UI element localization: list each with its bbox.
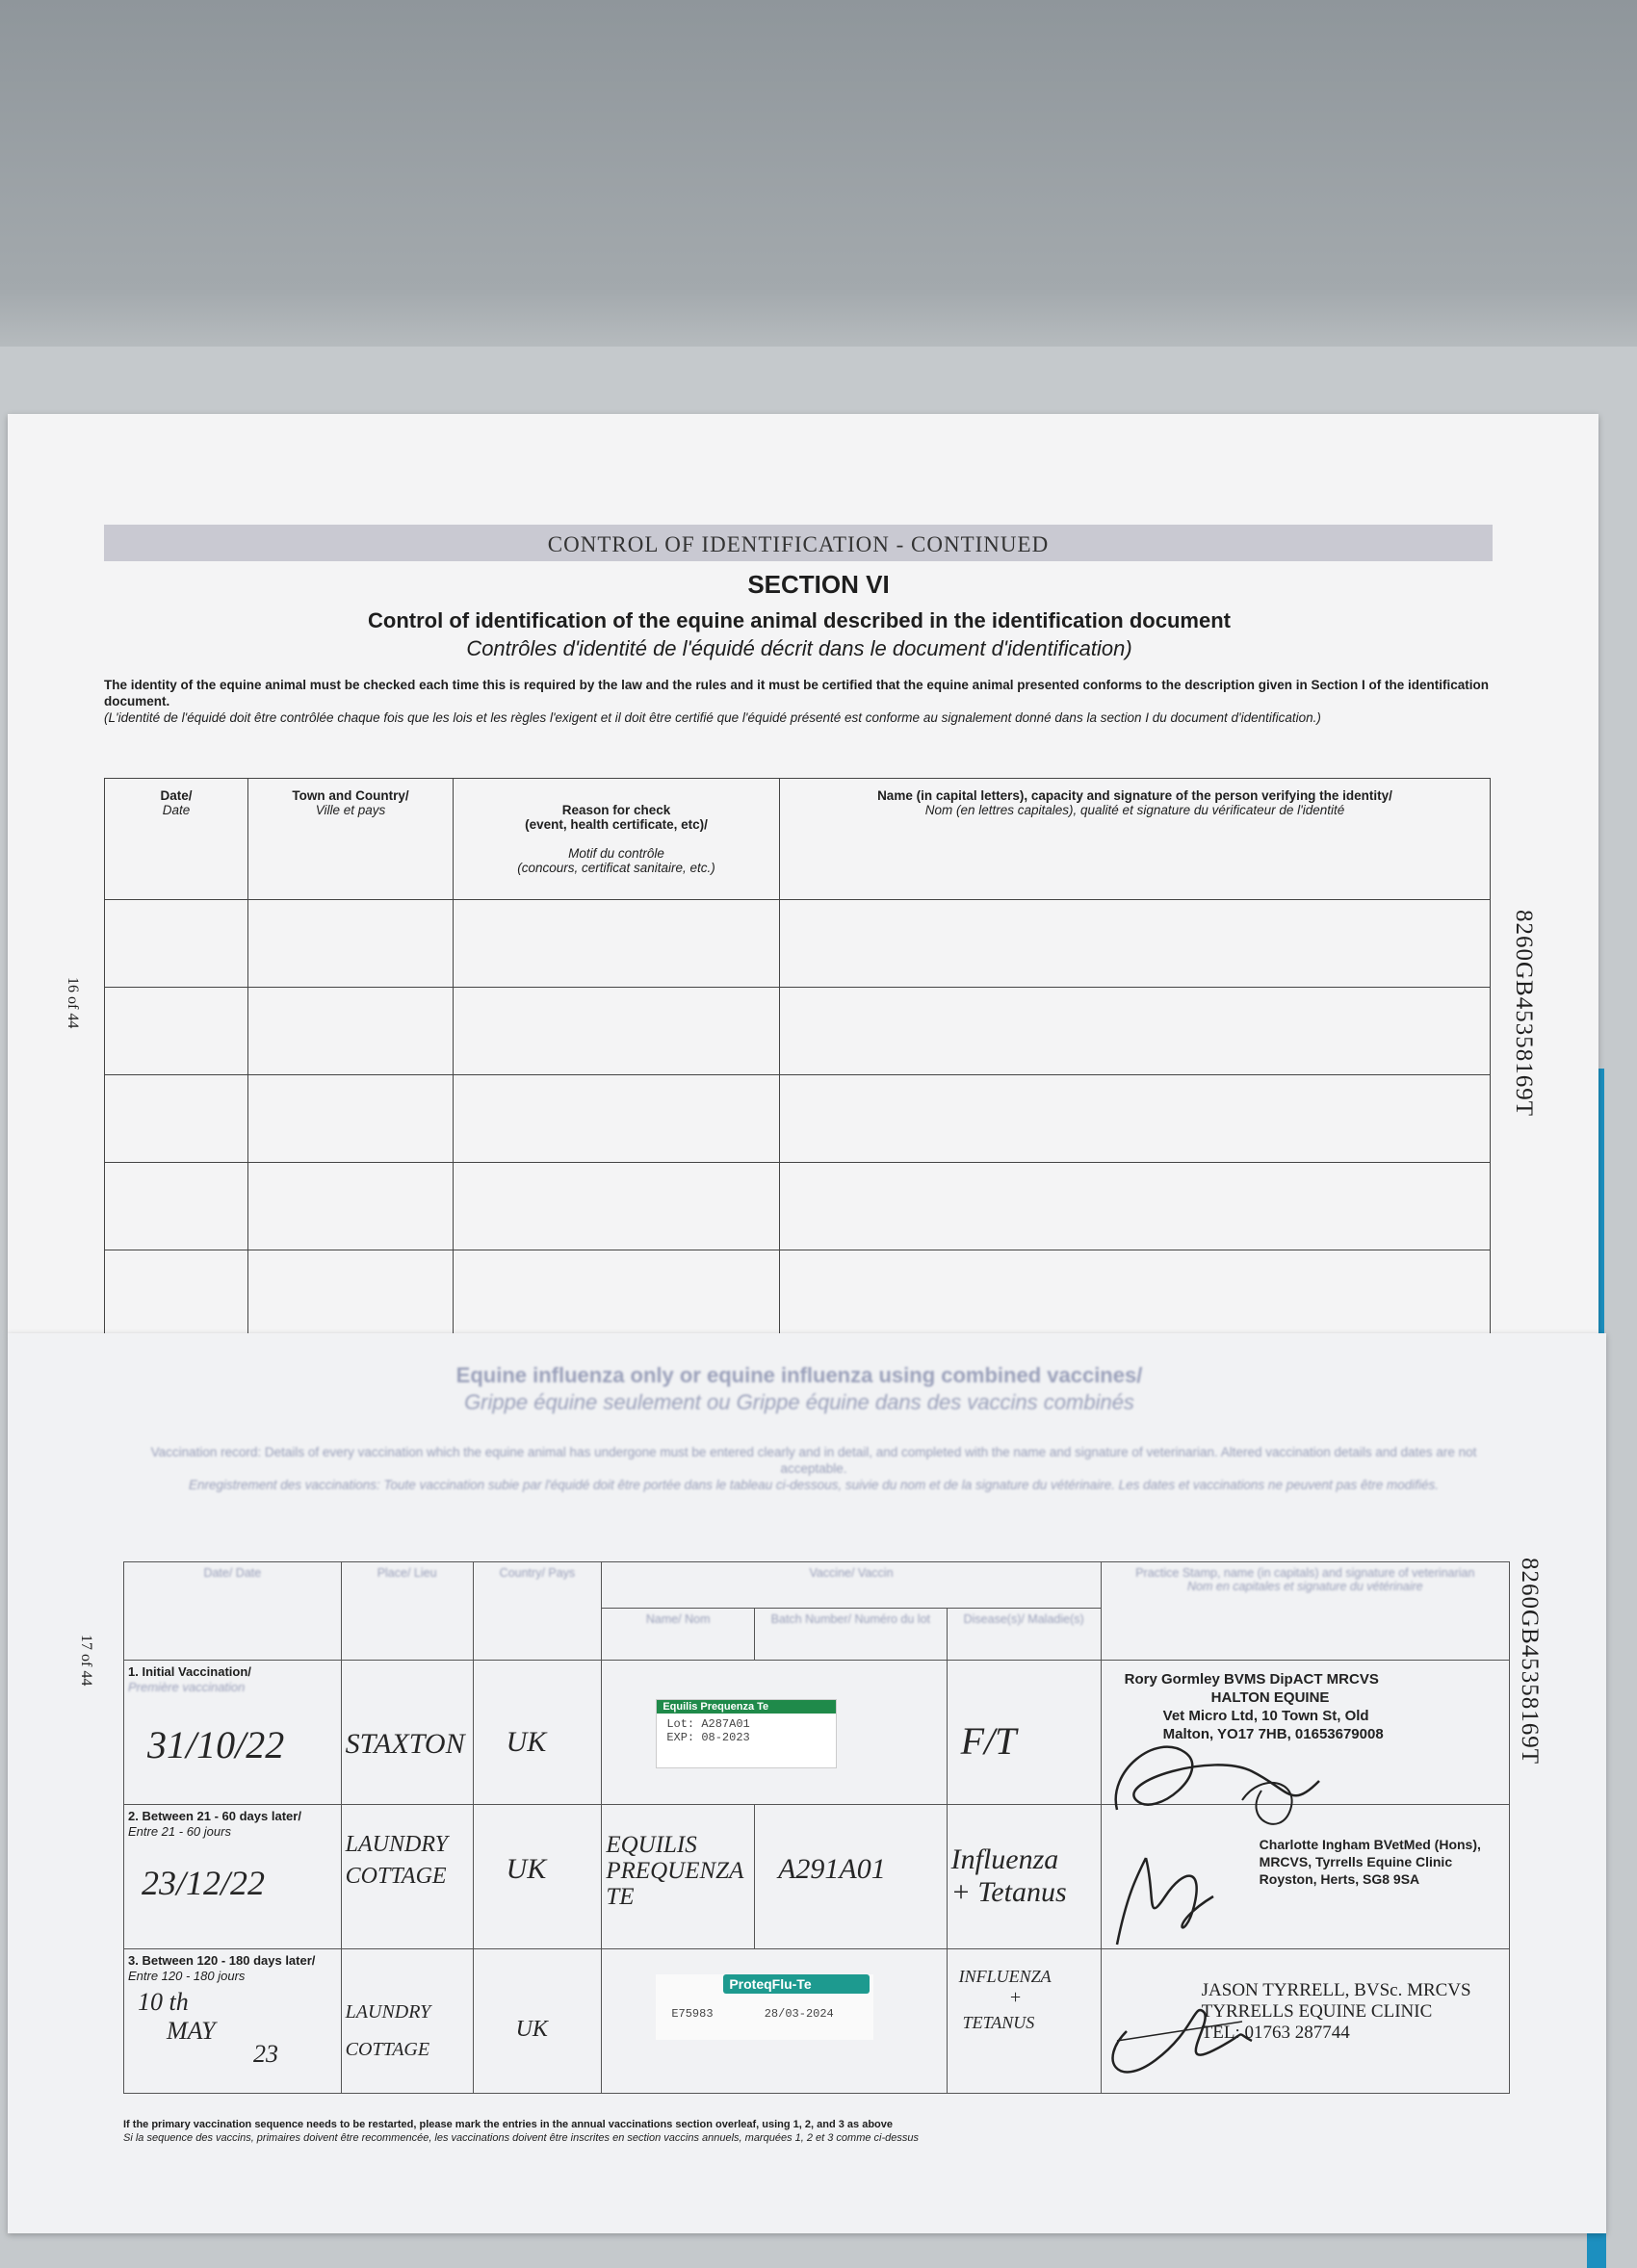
signature-1: [1098, 1714, 1348, 1829]
disease-line1: Influenza: [950, 1843, 1059, 1875]
table-cell: [248, 988, 454, 1075]
page-number: 17 of 44: [78, 1635, 94, 1687]
country-cell: [473, 1805, 602, 1949]
vet-stamp-line: Vet Micro Ltd, 10 Town St, Old: [1162, 1708, 1369, 1724]
disease-line2: + Tetanus: [950, 1876, 1067, 1908]
row-label-fr: Entre 21 - 60 jours: [128, 1824, 231, 1839]
place-cell: [341, 1949, 473, 2094]
table-row: [105, 1250, 1491, 1338]
footnote-fr: Si la sequence des vaccins, primaires doivent être recommencée, les vaccinations doivent être inscrites en section vaccins annuels, marquées 1, 2 et 3 comme ci-dessus: [123, 2132, 920, 2144]
signature-3: [1088, 1973, 1261, 2079]
vaccine-batch-exp: [656, 1994, 873, 2021]
row-label: [128, 1953, 337, 1984]
vet-stamp: [1260, 1836, 1505, 1888]
vaccination-title-en: Equine influenza only or equine influenza using combined vaccines/: [455, 1363, 1143, 1387]
vaccine-cell: [602, 1949, 947, 2094]
vet-stamp-line: HALTON EQUINE: [1210, 1689, 1330, 1706]
vaccine-sticker: [656, 1699, 837, 1768]
column-header-disease: Disease(s)/ Maladie(s): [947, 1609, 1101, 1661]
table-row: [105, 900, 1491, 988]
date-cell: [124, 1805, 342, 1949]
vet-stamp-line: MRCVS, Tyrrells Equine Clinic: [1259, 1854, 1453, 1869]
column-header-vet: [1101, 1562, 1509, 1661]
vet-stamp-line: JASON TYRRELL, BVSc. MRCVS: [1201, 1980, 1471, 2000]
table-cell: [105, 1075, 248, 1163]
column-header-verifier-en: Name (in capital letters), capacity and signature of the person verifying the identity/: [877, 788, 1392, 803]
section-banner: CONTROL OF IDENTIFICATION - CONTINUED: [104, 525, 1493, 561]
table-cell: [105, 988, 248, 1075]
column-header-verifier-fr: Nom (en lettres capitales), qualité et signature du vérificateur de l'identité: [924, 803, 1345, 817]
vaccination-place: STAXTON: [345, 1728, 465, 1760]
table-cell: [454, 1250, 780, 1338]
table-row: [105, 988, 1491, 1075]
batch-cell: [755, 1805, 948, 1949]
vaccination-country: UK: [515, 2017, 548, 2042]
vaccination-date: 31/10/22: [147, 1723, 285, 1766]
vaccine-exp: EXP: 08-2023: [666, 1731, 750, 1744]
vet-stamp-line: Royston, Herts, SG8 9SA: [1259, 1871, 1420, 1887]
column-header-verifier: [780, 779, 1491, 900]
table-cell: [248, 1250, 454, 1338]
intro-fr: (L'identité de l'équidé doit être contrôlée chaque fois que les lois et les règles l'exigent et il doit être certifié que l'équidé présenté est conforme au signalement donné dans la section I du document d'identification.): [104, 710, 1321, 725]
disease-text: F/T: [960, 1719, 1017, 1763]
disease-cell: [947, 1805, 1101, 1949]
row-label-en: 1. Initial Vaccination/: [128, 1664, 251, 1679]
column-header-town-en: Town and Country/: [292, 788, 409, 803]
table-cell: [248, 900, 454, 988]
country-cell: [473, 1661, 602, 1805]
column-header-vet-fr: Nom en capitales et signature du vétérinaire: [1187, 1580, 1423, 1593]
table-cell: [105, 900, 248, 988]
vet-stamp-line: Charlotte Ingham BVetMed (Hons),: [1259, 1837, 1481, 1852]
column-header-date: Date/ Date: [124, 1562, 342, 1661]
row-label-fr: Première vaccination: [128, 1680, 246, 1694]
vaccination-date-line1: 10 th: [138, 1988, 189, 2016]
table-cell: [780, 900, 1491, 988]
vaccination-place-line1: LAUNDRY: [345, 1832, 448, 1857]
disease-cell: [947, 1661, 1101, 1805]
vet-stamp-line: TYRRELLS EQUINE CLINIC: [1201, 2001, 1433, 2022]
vaccination-date-line3: 23: [253, 2040, 278, 2068]
vaccine-exp: 28/03-2024: [764, 2007, 834, 2021]
vet-stamp-line: TEL: 01763 287744: [1201, 2023, 1350, 2043]
vaccine-brand: ProteqFlu-Te: [723, 1974, 870, 1994]
row-label-en: 2. Between 21 - 60 days later/: [128, 1809, 301, 1823]
vaccination-country: UK: [506, 1726, 547, 1758]
page-title-fr: Contrôles d'identité de l'équidé décrit dans le document d'identification): [466, 636, 1132, 660]
column-header-place: Place/ Lieu: [341, 1562, 473, 1661]
table-cell: [780, 1250, 1491, 1338]
table-cell: [105, 1250, 248, 1338]
table-cell: [454, 1075, 780, 1163]
section-title: SECTION VI: [747, 570, 890, 599]
vaccination-intro-en: Vaccination record: Details of every vaccination which the equine animal has undergone must be entered clearly and in detail, and completed with the name and signature of veterinarian. Altered vaccination details and dates are not acceptable.: [150, 1445, 1477, 1476]
place-cell: [341, 1661, 473, 1805]
column-header-reason-fr: Motif du contrôle (concours, certificat sanitaire, etc.): [517, 846, 715, 875]
intro-en: The identity of the equine animal must be checked each time this is required by the law and the rules and it must be certified that the equine animal presented conforms to the description given in Section I of the identification document.: [104, 678, 1490, 709]
row-label-en: 3. Between 120 - 180 days later/: [128, 1953, 316, 1968]
vaccine-name: EQUILIS PREQUENZA TE: [606, 1832, 743, 1910]
vaccine-sticker: [656, 1974, 873, 2040]
vaccination-place-line1: LAUNDRY: [345, 2001, 431, 2023]
vaccine-brand: Equilis Prequenza Te: [657, 1700, 836, 1714]
table-cell: [248, 1075, 454, 1163]
identification-check-table: [104, 778, 1491, 1338]
passport-id: 8260GB45358169T: [1517, 1558, 1543, 1765]
vaccine-cell: [602, 1661, 947, 1805]
vaccination-intro-fr: Enregistrement des vaccinations: Toute vaccination subie par l'équidé doit être portée dans le tableau ci-dessous, suivie du nom et de la signature du vétérinaire. Les dates et vaccinations ne peuvent pas être modifiés.: [188, 1478, 1440, 1492]
column-header-town: [248, 779, 454, 900]
table-cell: [248, 1163, 454, 1250]
column-header-country: Country/ Pays: [473, 1562, 602, 1661]
page-number: 16 of 44: [65, 977, 81, 1029]
passport-cover-corner: [1587, 2233, 1606, 2268]
table-cell: [780, 1163, 1491, 1250]
table-cell: [454, 988, 780, 1075]
batch-number: A291A01: [778, 1853, 886, 1885]
column-header-batch: Batch Number/ Numéro du lot: [755, 1609, 948, 1661]
column-header-town-fr: Ville et pays: [315, 803, 386, 817]
table-cell: [780, 1075, 1491, 1163]
row-label: [128, 1809, 337, 1840]
vaccination-title-fr: Grippe équine seulement ou Grippe équine dans des vaccins combinés: [464, 1390, 1134, 1414]
disease-line2: +: [1008, 1987, 1023, 2008]
table-row: [105, 1075, 1491, 1163]
place-cell: [341, 1805, 473, 1949]
vaccine-lot: Lot: A287A01: [666, 1717, 750, 1731]
vaccine-batch: E75983: [671, 2007, 714, 2021]
page-title-en: Control of identification of the equine animal described in the identification document: [368, 608, 1231, 632]
vaccination-intro: [125, 1444, 1502, 1493]
table-row: [105, 1163, 1491, 1250]
vet-stamp-line: Rory Gormley BVMS DipACT MRCVS: [1124, 1671, 1379, 1688]
column-header-date: [105, 779, 248, 900]
passport-id: 8260GB45358169T: [1511, 910, 1537, 1117]
intro-text: [104, 677, 1491, 726]
column-header-date-en: Date/: [160, 788, 193, 803]
vaccination-row-3: [124, 1949, 1510, 2094]
vaccination-country: UK: [506, 1853, 547, 1885]
date-cell: [124, 1661, 342, 1805]
footnote-en: If the primary vaccination sequence needs to be restarted, please mark the entries in the annual vaccinations section overleaf, using 1, 2, and 3 as above: [123, 2119, 894, 2130]
column-header-reason: [454, 779, 780, 900]
column-header-reason-en: Reason for check (event, health certificate, etc)/: [525, 803, 708, 832]
row-label-fr: Entre 120 - 180 jours: [128, 1969, 246, 1983]
disease-cell: [947, 1949, 1101, 2094]
column-header-vet-en: Practice Stamp, name (in capitals) and signature of veterinarian: [1135, 1566, 1475, 1580]
column-header-vaccine-name: Name/ Nom: [602, 1609, 755, 1661]
vaccine-name-cell: [602, 1805, 755, 1949]
vaccination-place-line2: COTTAGE: [345, 2039, 430, 2060]
column-header-date-fr: Date: [162, 803, 191, 817]
vaccination-date: 23/12/22: [142, 1864, 266, 1902]
table-cell: [780, 988, 1491, 1075]
table-cell: [105, 1163, 248, 1250]
table-cell: [454, 1163, 780, 1250]
signature-2: [1098, 1839, 1242, 1954]
vaccination-place-line2: COTTAGE: [345, 1864, 447, 1889]
disease-line1: INFLUENZA: [958, 1967, 1052, 1986]
country-cell: [473, 1949, 602, 2094]
column-header-vaccine: Vaccine/ Vaccin: [602, 1562, 1101, 1609]
disease-line3: TETANUS: [962, 2013, 1035, 2032]
date-cell: [124, 1949, 342, 2094]
vet-stamp-line: Malton, YO17 7HB, 01653679008: [1162, 1726, 1384, 1742]
row-label: [128, 1664, 337, 1695]
table-cell: [454, 900, 780, 988]
vaccination-date-line2: MAY: [167, 2017, 216, 2045]
footnote: [123, 2118, 1520, 2145]
